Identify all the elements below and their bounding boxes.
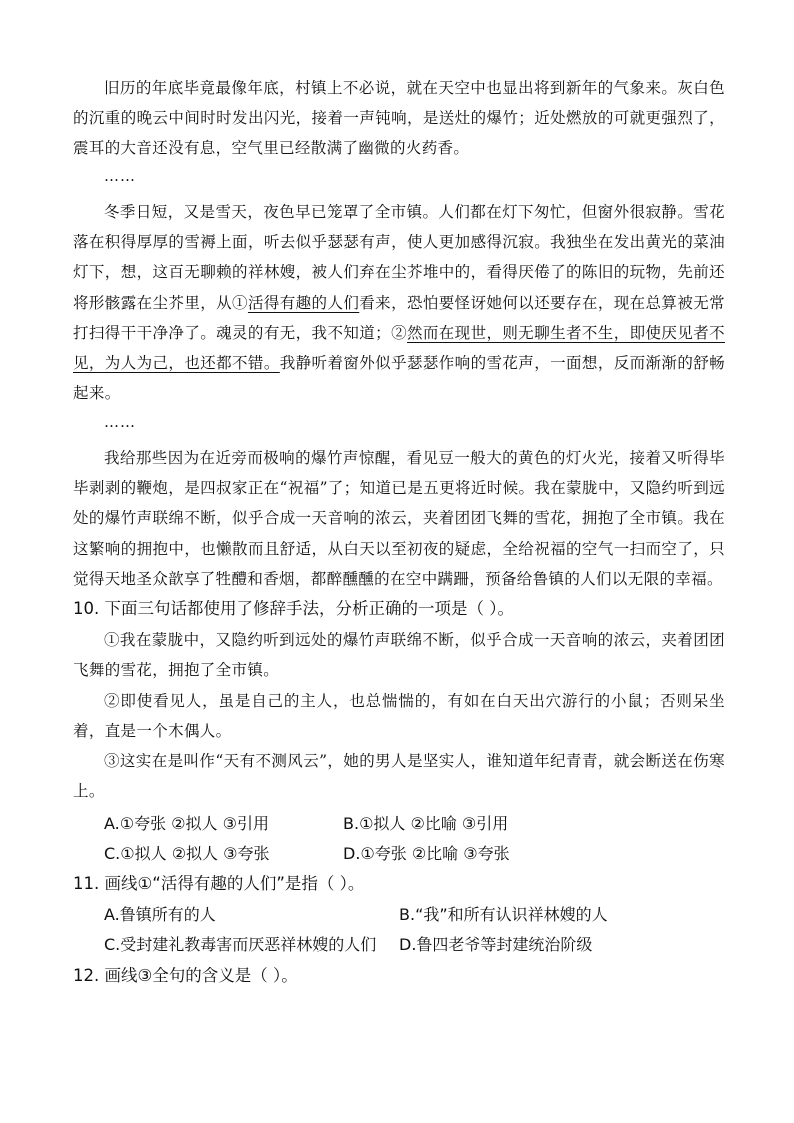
question-10-option-a: A.①夸张 ②拟人 ③引用 <box>104 814 269 833</box>
question-11-option-d: D.鲁四老爷等封建统治阶级 <box>399 935 593 954</box>
question-10-option-c: C.①拟人 ②拟人 ③夸张 <box>104 844 270 863</box>
question-12-stem: 12. 画线③全句的含义是（ ）。 <box>73 966 298 985</box>
passage-paragraph-2 <box>73 197 725 408</box>
question-10-sentence-2: ②即使看见人，虽是自己的主人，也总惴惴的，有如在白天出穴游行的小鼠；否则呆坐着，直是一个木偶人。 <box>73 692 725 741</box>
question-10-sentence-1: ①我在蒙胧中，又隐约听到远处的爆竹声联绵不断，似乎合成一天音响的浓云，夹着团团飞舞的雪花，拥抱了全市镇。 <box>73 631 725 680</box>
question-11-option-a: A.鲁镇所有的人 <box>104 905 216 924</box>
question-11-stem: 11. 画线①“活得有趣的人们”是指（ ）。 <box>73 874 365 893</box>
question-11-option-c: C.受封建礼教毒害而厌恶祥林嫂的人们 <box>104 935 377 954</box>
paragraph-2-text-before: 冬季日短，又是雪天，夜色早已笼罩了全市镇。人们都在灯下匆忙，但窗外很寂静。雪花落在积得厚厚的雪褥上面，听去似乎瑟瑟有声，使人更加感得沉寂。我独坐在发出黄光的菜油灯下，想，这百无聊赖的祥林嫂，被人们弃在尘芥堆中的，看得厌倦了的陈旧的玩物，先前还将形骸露在尘芥里，从① <box>73 203 725 312</box>
question-10-sentence-3: ③这实在是叫作“天有不测风云”，她的男人是坚实人，谁知道年纪青青，就会断送在伤寒上。 <box>73 752 725 801</box>
passage-ellipsis-2: …… <box>104 413 136 431</box>
question-10-stem: 10. 下面三句话都使用了修辞手法，分析正确的一项是（ ）。 <box>73 599 514 618</box>
underlined-sentence-2: 然而在现世，则无聊生者不生，即使厌见者不见，为人为己，也还都不错。 <box>73 323 725 373</box>
underlined-phrase-1: 活得有趣的人们 <box>247 293 360 312</box>
question-11-option-b: B.“我”和所有认识祥林嫂的人 <box>399 905 608 924</box>
question-10-option-b: B.①拟人 ②比喻 ③引用 <box>343 814 509 833</box>
paragraph-2-text-middle: 看来，恐怕要怪讶她何以还要存在，现在总算被无常打扫得干干净净了。魂灵的有无，我不知道；② <box>73 293 725 342</box>
passage-paragraph-1: 旧历的年底毕竟最像年底，村镇上不必说，就在天空中也显出将到新年的气象来。灰白色的沉重的晚云中间时时发出闪光，接着一声钝响，是送灶的爆竹；近处燃放的可就更强烈了，震耳的大音还没有息，空气里已经散满了幽微的火药香。 <box>73 79 725 158</box>
paragraph-2-text-after: 我静听着窗外似乎瑟瑟作响的雪花声，一面想，反而渐渐的舒畅起来。 <box>73 354 725 403</box>
passage-paragraph-3: 我给那些因为在近旁而极响的爆竹声惊醒，看见豆一般大的黄色的灯火光，接着又听得毕毕剥剥的鞭炮，是四叔家正在“祝福”了；知道已是五更将近时候。我在蒙胧中，又隐约听到远处的爆竹声联绵不断，似乎合成一天音响的浓云，夹着团团飞舞的雪花，拥抱了全市镇。我在这繁响的拥抱中，也懒散而且舒适，从白天以至初夜的疑虑，全给祝福的空气一扫而空了，只觉得天地圣众歆享了牲醴和香烟，都醉醺醺的在空中蹒跚，预备给鲁镇的人们以无限的幸福。 <box>73 449 725 588</box>
question-10-option-d: D.①夸张 ②比喻 ③夸张 <box>343 844 510 863</box>
passage-ellipsis-1: …… <box>104 167 136 185</box>
